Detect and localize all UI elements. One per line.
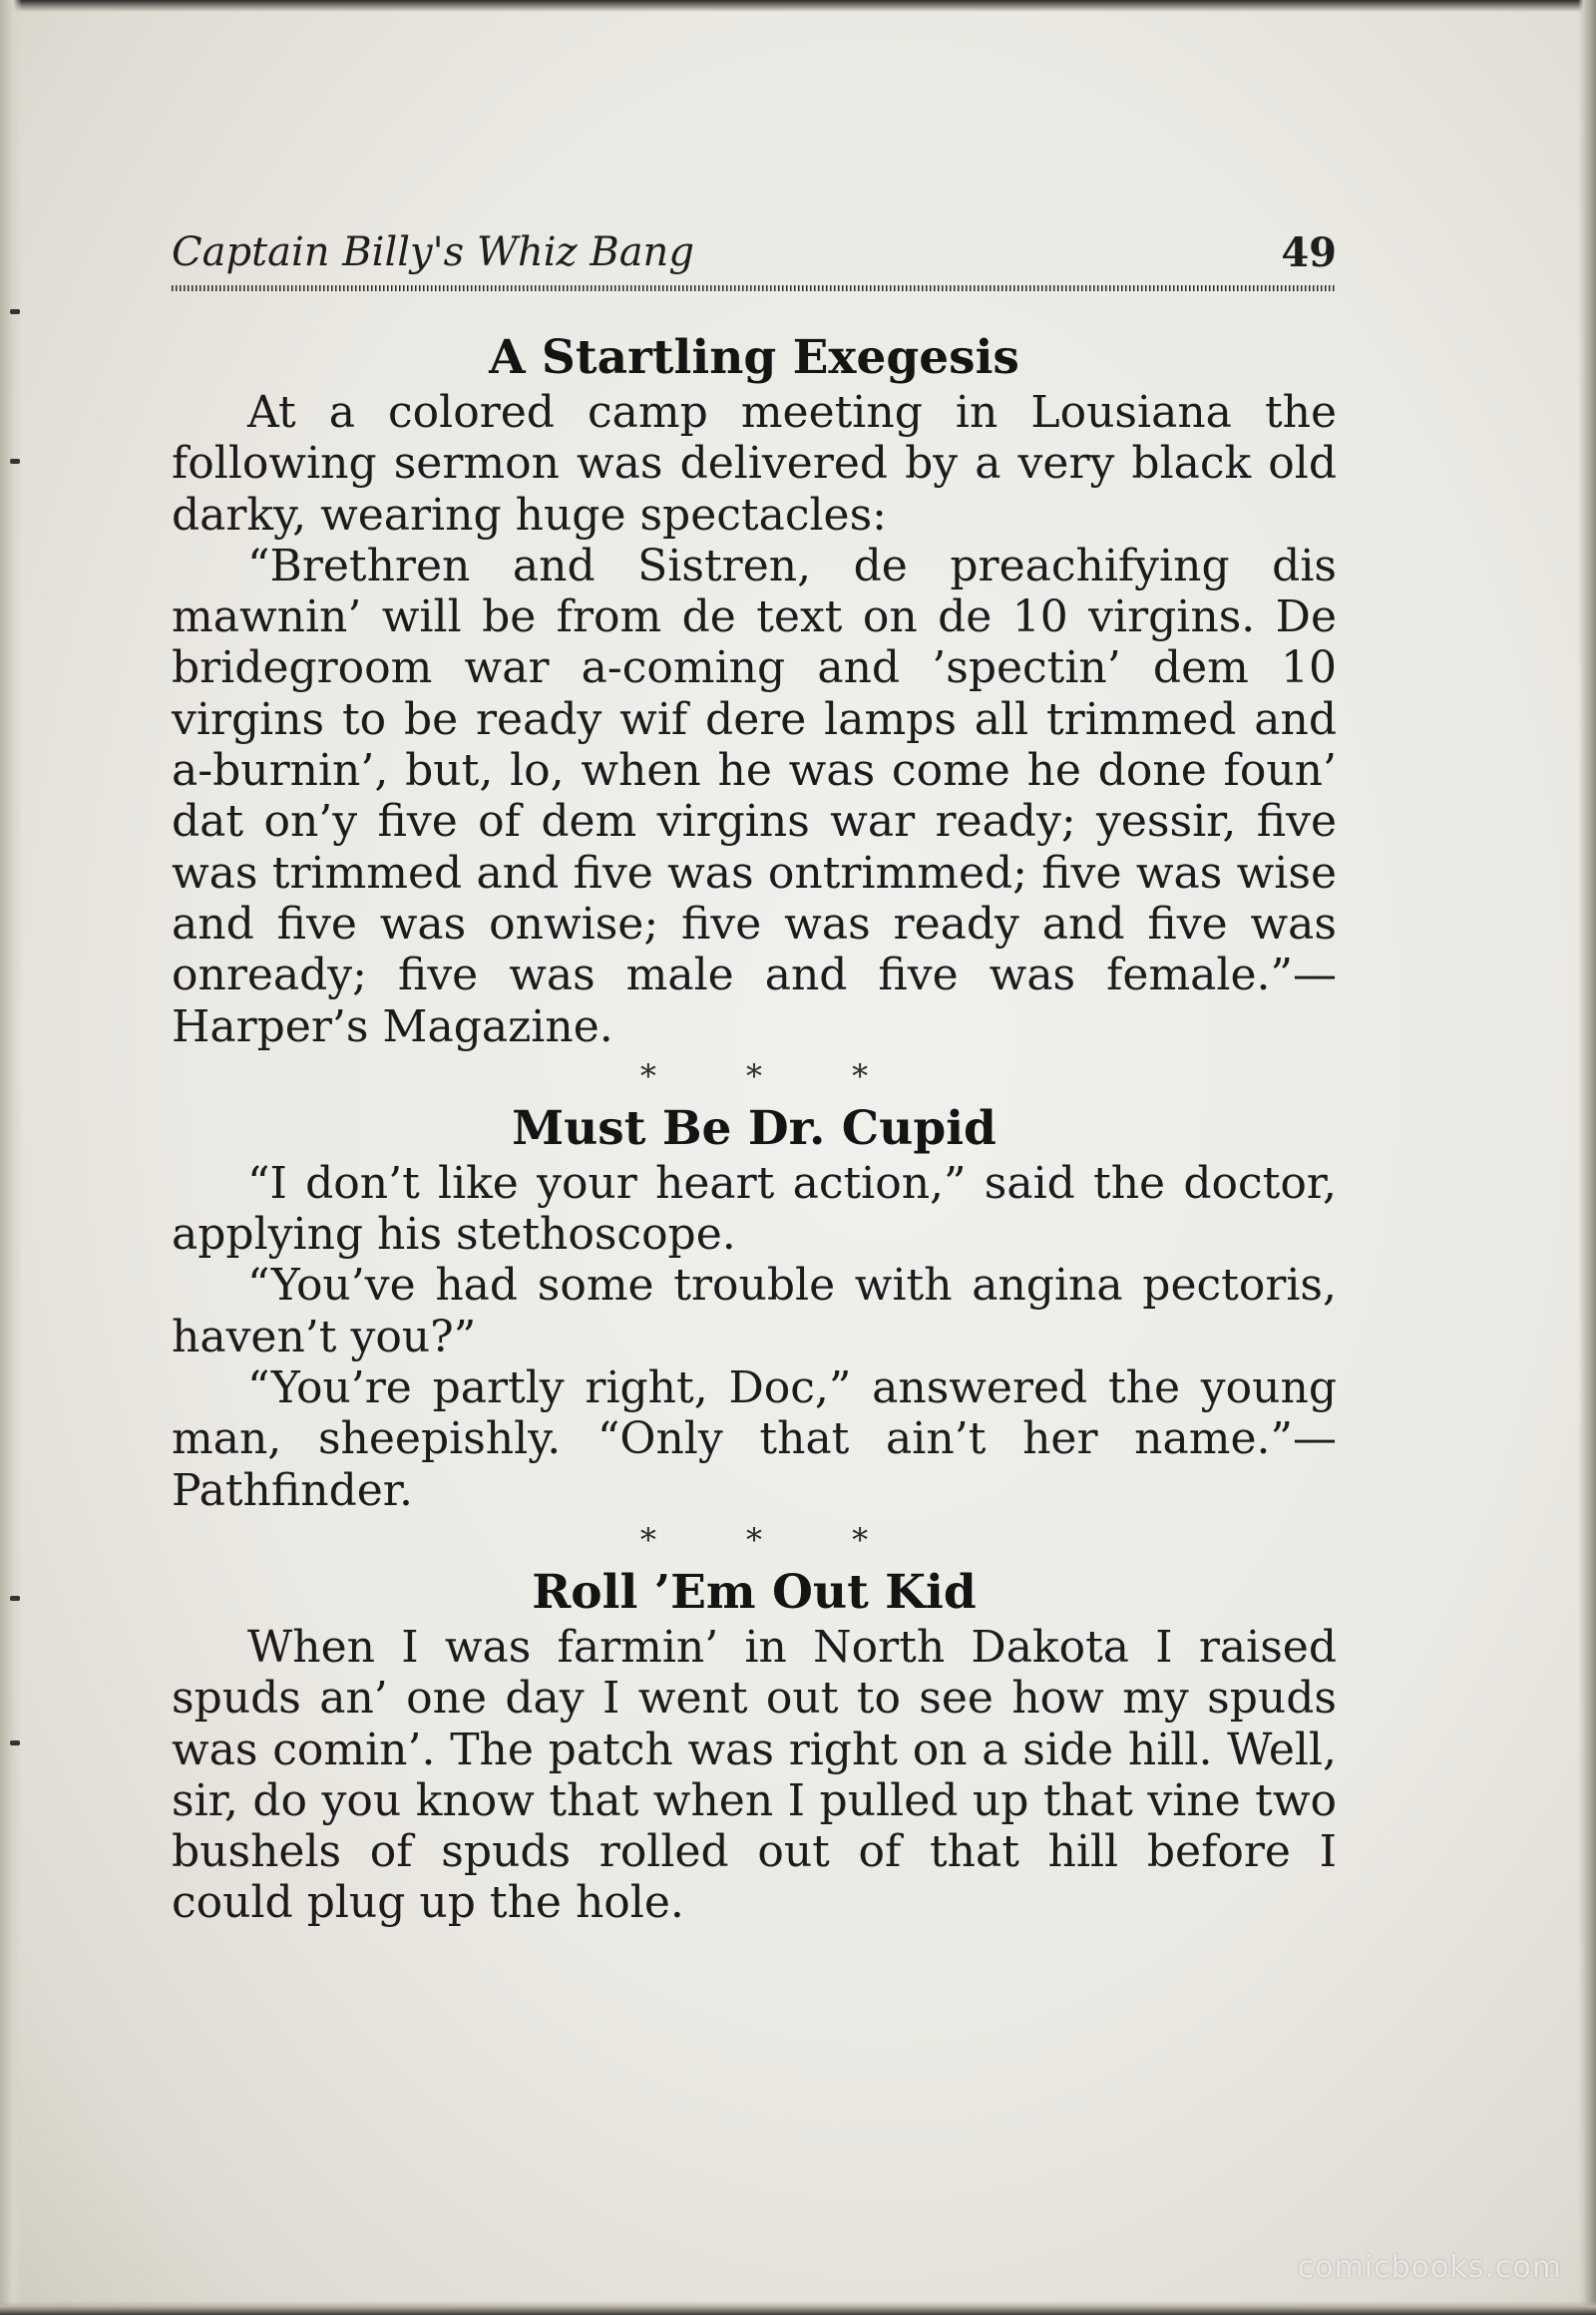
page-content (172, 329, 1337, 1929)
header-rule (172, 285, 1337, 291)
page-edge-right (1578, 0, 1596, 2315)
staple-hole (10, 459, 20, 464)
page-edge-top (0, 0, 1596, 12)
staple-hole (10, 309, 20, 314)
story-paragraph: When I was farmin’ in North Dakota I raised spuds an’ one day I went out to see how my spuds was comin’. The patch was right on a side hill. Well, sir, do you know that when I pulled up that vine two bushels of spuds rolled out of that hill before I could plug up the hole. (172, 1621, 1337, 1929)
page-edge-bottom (0, 2301, 1596, 2315)
story-startling-exegesis (172, 329, 1337, 1100)
page-edge-left (0, 0, 22, 2315)
story-title: Must Be Dr. Cupid (512, 1100, 997, 1156)
staple-hole (10, 1596, 20, 1601)
running-head (172, 229, 1337, 279)
story-paragraph: “Brethren and Sistren, de preachifying dis mawnin’ will be from de text on de 10 virgins. De bridegroom war a-coming and ’spectin’ dem 10 virgins to be ready wif dere lamps all trimmed and a-burnin’, but, lo, when he was come he done foun’ dat on’y five of dem virgins war ready; yessir, five was trimmed and five was ontrimmed; five was wise and five was onwise; five was ready and five was onready; five was male and five was female.”—Harper’s Magazine. (172, 540, 1337, 1052)
running-title: Captain Billy's Whiz Bang (172, 229, 694, 275)
watermark: comicbooks.com (1297, 2250, 1562, 2285)
story-paragraph: “You’ve had some trouble with angina pectoris, haven’t you?” (172, 1260, 1337, 1362)
story-paragraph: “You’re partly right, Doc,” answered the young man, sheepishly. “Only that ain’t her name.”—Pathfinder. (172, 1362, 1337, 1516)
section-separator: * * * (639, 1056, 909, 1095)
page-number: 49 (1281, 229, 1337, 276)
staple-hole (10, 1740, 20, 1745)
story-must-be-dr-cupid (172, 1100, 1337, 1564)
story-paragraph: “I don’t like your heart action,” said the doctor, applying his stethoscope. (172, 1157, 1337, 1261)
story-title: Roll ’Em Out Kid (532, 1564, 977, 1620)
section-separator: * * * (639, 1520, 909, 1559)
story-title: A Startling Exegesis (489, 330, 1019, 385)
story-paragraph: At a colored camp meeting in Lousiana the following sermon was delivered by a very black old darky, wearing huge spectacles: (172, 387, 1337, 541)
story-roll-em-out-kid (172, 1564, 1337, 1929)
